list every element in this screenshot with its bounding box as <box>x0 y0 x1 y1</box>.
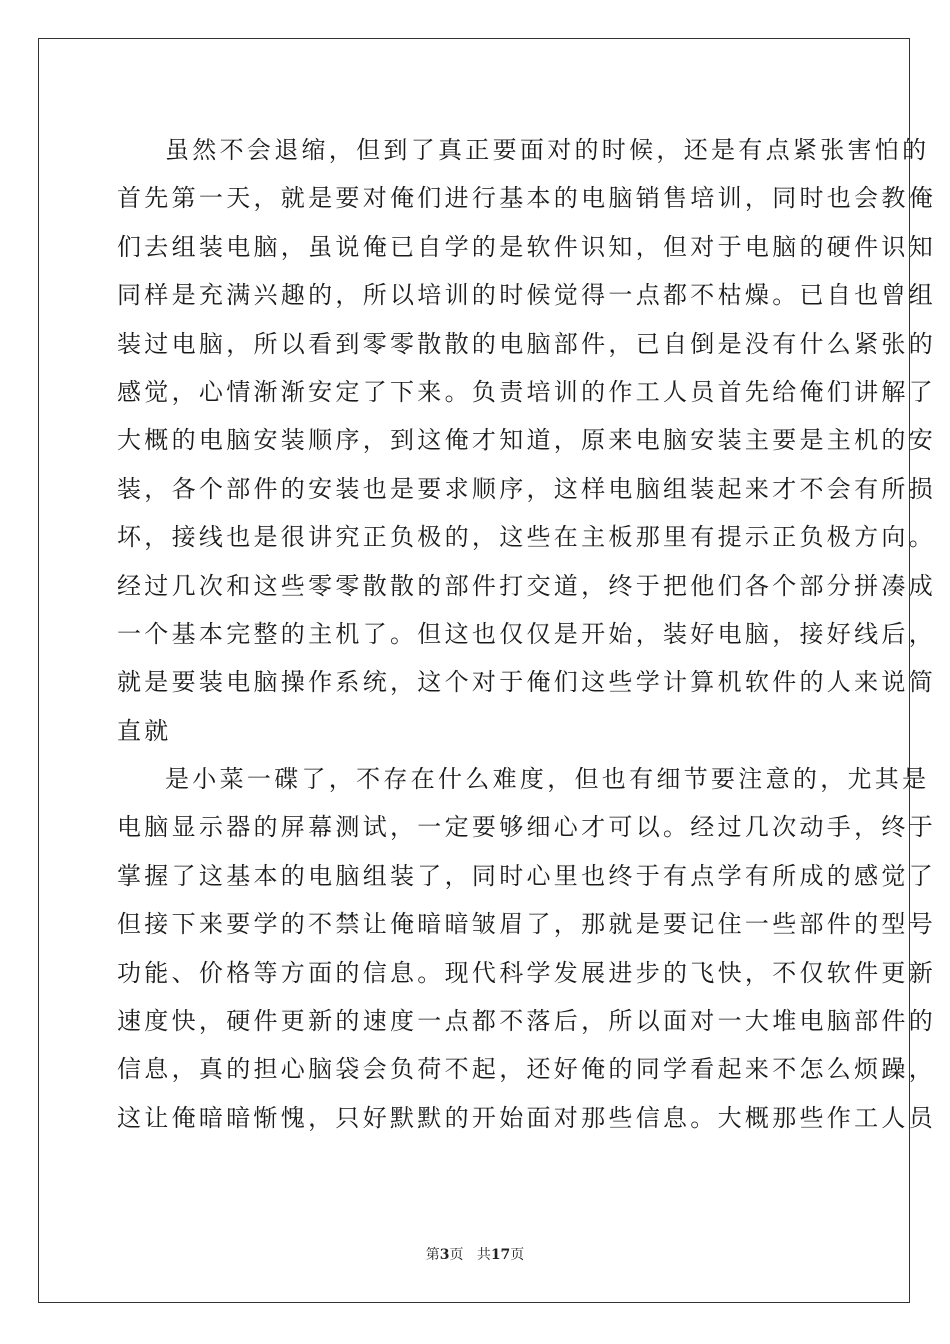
paragraph-line: 感觉，心情渐渐安定了下来。负责培训的作工人员首先给俺们讲解了 <box>117 377 936 406</box>
paragraph-line: 们去组装电脑，虽说俺已自学的是软件识知，但对于电脑的硬件识知 <box>117 232 936 261</box>
paragraph-line: 掌握了这基本的电脑组装了，同时心里也终于有点学有所成的感觉了 <box>117 861 936 890</box>
total-pages: 17 <box>490 1247 511 1263</box>
paragraph-line: 就是要装电脑操作系统，这个对于俺们这些学计算机软件的人来说简 <box>117 668 936 697</box>
paragraph-line: 经过几次和这些零零散散的部件打交道，终于把他们各个部分拼凑成 <box>117 571 936 600</box>
paragraph-line: 是小菜一碟了，不存在什么难度，但也有细节要注意的，尤其是 <box>165 765 930 794</box>
paragraph-line: 装，各个部件的安装也是要求顺序，这样电脑组装起来才不会有所损 <box>117 474 936 503</box>
paragraph-line: 一个基本完整的主机了。但这也仅仅是开始，装好电脑，接好线后， <box>117 619 936 648</box>
paragraph-line: 电脑显示器的屏幕测试，一定要够细心才可以。经过几次动手，终于 <box>117 813 936 842</box>
page-number: 3 <box>439 1247 450 1263</box>
total-label-suffix: 页 <box>510 1247 525 1263</box>
paragraph-line: 装过电脑，所以看到零零散散的电脑部件，已自倒是没有什么紧张的 <box>117 329 936 358</box>
paragraph-line: 直就 <box>117 716 172 745</box>
paragraph-line: 大概的电脑安装顺序，到这俺才知道，原来电脑安装主要是主机的安 <box>117 426 936 455</box>
paragraph-line: 虽然不会退缩，但到了真正要面对的时候，还是有点紧张害怕的 <box>165 136 930 164</box>
document-body <box>117 126 936 1142</box>
paragraph-line: 同样是充满兴趣的，所以培训的时候觉得一点都不枯燥。已自也曾组 <box>117 281 936 310</box>
total-label-prefix: 共 <box>476 1247 491 1263</box>
paragraph-line: 信息，真的担心脑袋会负荷不起，还好俺的同学看起来不怎么烦躁， <box>117 1055 936 1084</box>
paragraph-line: 首先第一天，就是要对俺们进行基本的电脑销售培训，同时也会教俺 <box>117 184 936 213</box>
paragraph-line: 坏，接线也是很讲究正负极的，这些在主板那里有提示正负极方向。 <box>117 523 936 552</box>
page-label-suffix: 页 <box>449 1247 464 1263</box>
paragraph-line: 功能、价格等方面的信息。现代科学发展进步的飞快，不仅软件更新 <box>117 958 936 987</box>
paragraph-line: 但接下来要学的不禁让俺暗暗皱眉了，那就是要记住一些部件的型号 <box>117 910 936 939</box>
page-footer <box>0 1244 950 1264</box>
page-label-prefix: 第 <box>425 1247 440 1263</box>
paragraph-line: 速度快，硬件更新的速度一点都不落后，所以面对一大堆电脑部件的 <box>117 1007 936 1036</box>
paragraph-line: 这让俺暗暗惭愧，只好默默的开始面对那些信息。大概那些作工人员 <box>117 1103 936 1132</box>
